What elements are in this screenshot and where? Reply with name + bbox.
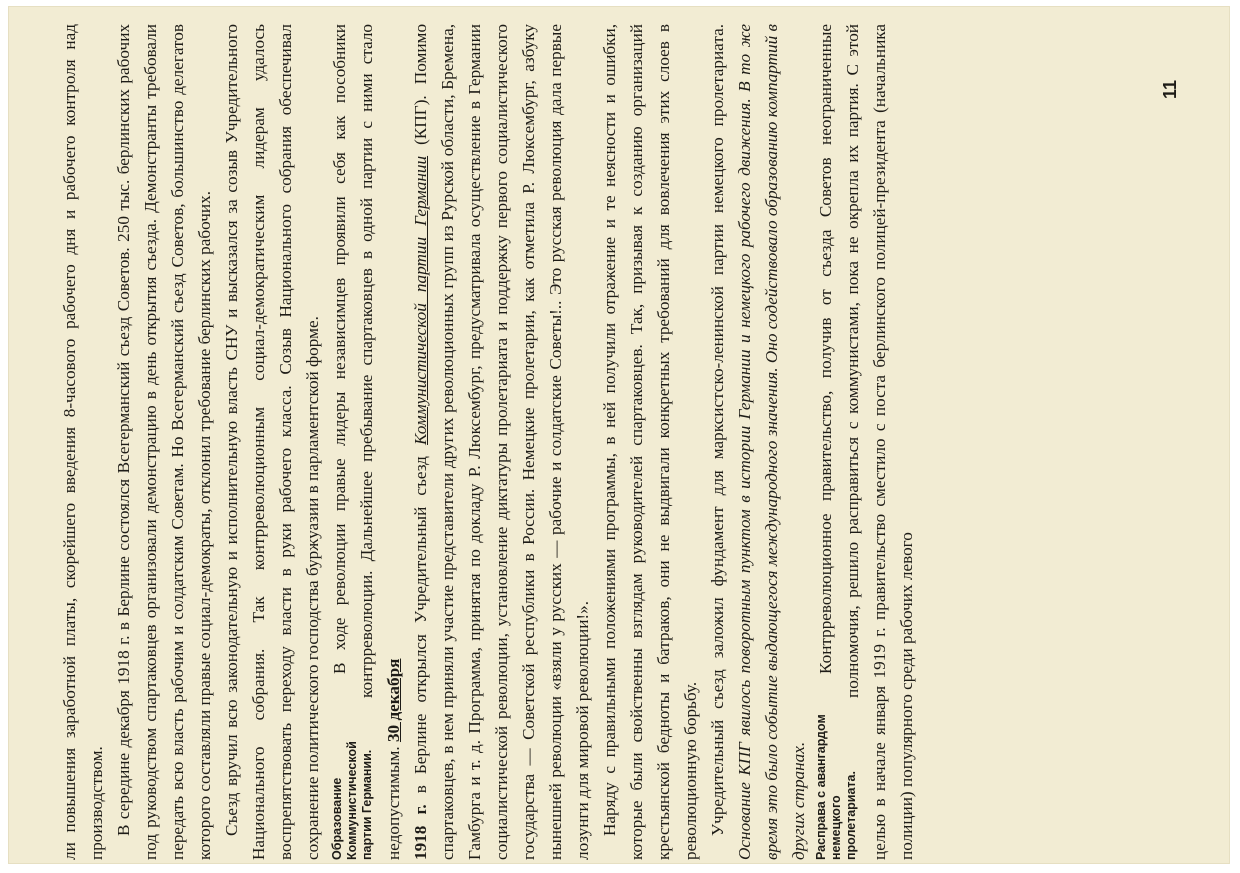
paragraph-3: Съезд вручил всю законодательную и исполнительную власть СНУ и высказался за созыв Учредительного Национального собрания. Так контрреволюционным социал-демократическим лидерам удалось воспрепятствовать переходу власти в руки рабочего класса. Созыв Национального собрания обеспечивал сохранение политического господства буржуазии в парламентской форме. — [222, 24, 322, 860]
text-column — [56, 24, 920, 860]
rotated-page-content — [56, 24, 1196, 860]
paragraph-1: ли повышения заработной платы, скорейшего введения 8-часового рабочего дня и рабочего контроля над производством. — [60, 24, 106, 860]
paragraph-2: В середине декабря 1918 г. в Берлине состоялся Всегерманский съезд Советов. 250 тыс. берлинских рабочих под руководством спартаковцев организовали демонстрацию в день открытия съезда. Демонстранты требовали передать всю власть рабочим и солдатским Советам. Но Всегерманский съезд Советов, большинство делегатов которого составляли правые социал-демократы, отклонил требование берлинских рабочих. — [114, 24, 214, 860]
paragraph-5-text-a: в Берлине открылся Учредительный съезд — [411, 456, 430, 794]
paragraph-4-date: 30 декабря — [384, 658, 403, 743]
page-number: 11 — [1160, 80, 1180, 100]
sidenote-reprisal: Расправа с авангардом немецкого пролетариата. — [814, 714, 858, 860]
sidenote-kpg-founding: Образование Коммунистической партии Германии. — [330, 741, 374, 860]
paragraph-5-date: 1918 г. — [411, 804, 430, 860]
paragraph-4-text: В ходе революции правые лидеры независимцев проявили себя как пособники контрреволюции. Дальнейшее пребывание спартаковцев в одной партии с ними стало недопустимым. — [330, 24, 403, 860]
paragraph-5 — [407, 24, 596, 860]
paragraph-6: Наряду с правильными положениями программы, в ней получили отражение и те неясности и ошибки, которые были свойственны взглядам руководителей спартаковцев. Так, призывая к созданию организаций крестьянской бедноты и батраков, они не выдвигали конкретных требований для вовлечения этих слоев в революционную борьбу. — [600, 24, 700, 860]
paragraph-7-italic: Основание КПГ явилось поворотным пунктом в истории Германии и немецкого рабочего движения. В то же время это было событие выдающегося международного значения. Оно содействовало образованию компартий в других странах. — [735, 24, 808, 860]
paragraph-8: Контрреволюционное правительство, получив от съезда Советов неограниченные полномочия, решило расправиться с коммунистами, пока не окрепла их партия. С этой целью в начале января 1919 г. правительство сместило с поста берлинского полицей-президента (начальника полиции) популярного среди рабочих левого — [816, 24, 916, 860]
paragraph-5-text-b: (КПГ). Помимо спартаковцев, в нем приняли участие представители других революционных групп из Рурской области, Бремена, Гамбурга и т. д. Программа, принятая по докладу Р. Люксембург, предусматривала осуществление в Германии социалистической революции, установление диктатуры пролетариата и поддержку первого социалистического государства — Советской республики в России. Немецкие пролетарии, как отметила Р. Люксембург, азбуку нынешней революции «взяли у русских — рабочие и солдатские Советы!.. Это русская революция дала первые лозунги для мировой революции!». — [411, 23, 592, 860]
paragraph-7 — [704, 24, 812, 860]
paragraph-5-party-name: Коммунистической партии Германии — [411, 155, 430, 445]
paragraph-7-text-a: Учредительный съезд заложил фундамент для марксистско-ленинской партии немецкого пролетариата. — [708, 24, 727, 836]
book-page — [8, 6, 1230, 864]
